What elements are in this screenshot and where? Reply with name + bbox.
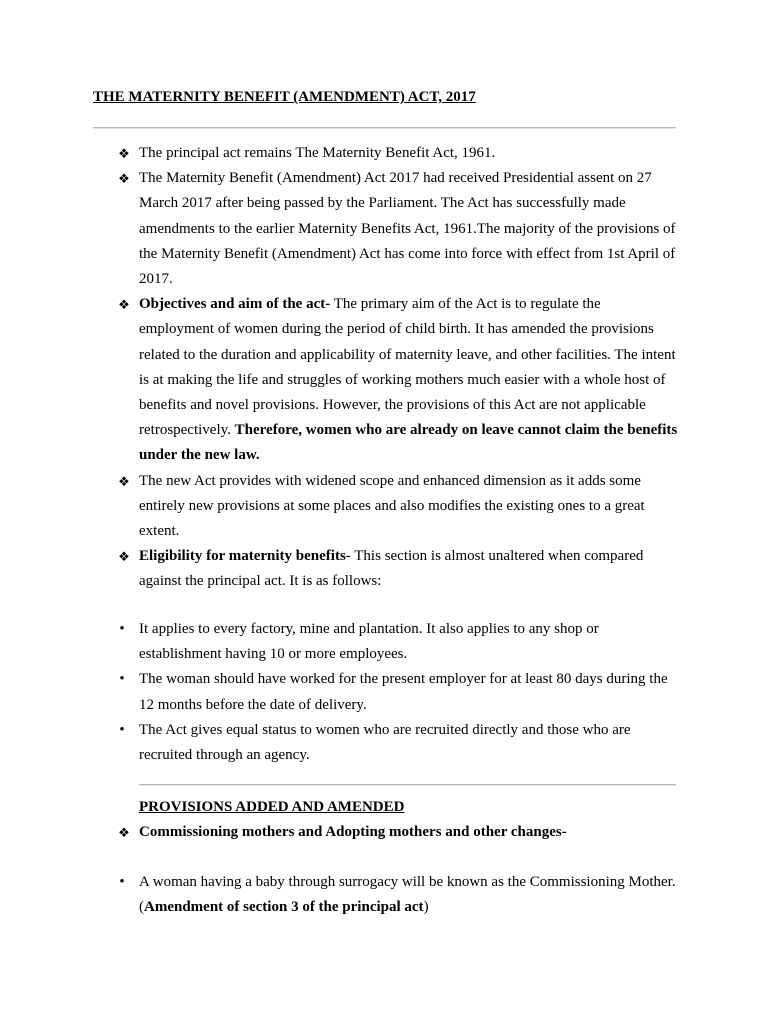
document-title: THE MATERNITY BENEFIT (AMENDMENT) ACT, 2017 bbox=[93, 89, 476, 105]
eligibility-list bbox=[0, 617, 768, 768]
list-item: • The Act gives equal status to women who are recruited directly and those who are recruited through an agency. bbox=[139, 718, 679, 768]
bullet-icon: • bbox=[119, 671, 125, 688]
list-item: • The woman should have worked for the present employer for at least 80 days during the 12 months before the date of delivery. bbox=[139, 667, 679, 717]
bullet-icon: • bbox=[119, 621, 125, 637]
list-item: ❖ Objectives and aim of the act- The primary aim of the Act is to regulate the employment of women during the period of child birth. It has amended the provisions related to the duration and applicability of maternity leave, and other facilities. The intent is at making the life and struggles of working mothers much easier with a whole host of benefits and novel provisions. However, the provisions of this Act are not applicable retrospectively. Therefore, women who are already on leave cannot claim the benefits under the new law. bbox=[139, 292, 679, 468]
diamond-bullet-icon: ❖ bbox=[118, 473, 130, 489]
section-title: PROVISIONS ADDED AND AMENDED bbox=[139, 799, 405, 815]
horizontal-divider bbox=[139, 784, 676, 786]
section-items-list bbox=[0, 870, 768, 920]
diamond-bullet-icon: ❖ bbox=[118, 171, 130, 187]
section-points-list bbox=[0, 820, 768, 845]
point-heading: Objectives and aim of the act- bbox=[139, 296, 331, 313]
list-item: ❖ The Maternity Benefit (Amendment) Act 2017 had received Presidential assent on 27 March 2017 after being passed by the Parliament. The Act has successfully made amendments to the earlier Maternity Benefits Act, 1961.The majority of the provisions of the Maternity Benefit (Amendment) Act has come into force with effect from 1st April of 2017. bbox=[139, 166, 679, 292]
diamond-bullet-icon: ❖ bbox=[118, 549, 130, 565]
list-item: • A woman having a baby through surrogacy will be known as the Commissioning Mother. (Amendment of section 3 of the principal act) bbox=[139, 870, 679, 920]
main-points-list bbox=[0, 141, 768, 595]
point-heading: Eligibility for maternity benefits bbox=[139, 548, 346, 565]
point-emphasis: Therefore, women who are already on leave cannot claim the benefits under the new law. bbox=[139, 422, 678, 464]
horizontal-divider bbox=[93, 127, 676, 129]
list-item: ❖ Eligibility for maternity benefits- This section is almost unaltered when compared against the principal act. It is as follows: bbox=[139, 544, 679, 594]
diamond-bullet-icon: ❖ bbox=[118, 146, 130, 161]
list-item: ❖ Commissioning mothers and Adopting mothers and other changes- bbox=[139, 820, 679, 845]
diamond-bullet-icon: ❖ bbox=[118, 825, 130, 840]
list-item: ❖ The principal act remains The Maternity Benefit Act, 1961. bbox=[139, 141, 679, 166]
bullet-icon: • bbox=[119, 874, 125, 890]
point-emphasis: Amendment of section 3 of the principal act bbox=[144, 899, 424, 916]
diamond-bullet-icon: ❖ bbox=[118, 297, 130, 313]
list-item: ❖ The new Act provides with widened scope and enhanced dimension as it adds some entirely new provisions at some places and also modifies the existing ones to a great extent. bbox=[139, 469, 679, 545]
bullet-icon: • bbox=[119, 721, 125, 738]
list-item: • It applies to every factory, mine and plantation. It also applies to any shop or establishment having 10 or more employees. bbox=[139, 617, 679, 667]
